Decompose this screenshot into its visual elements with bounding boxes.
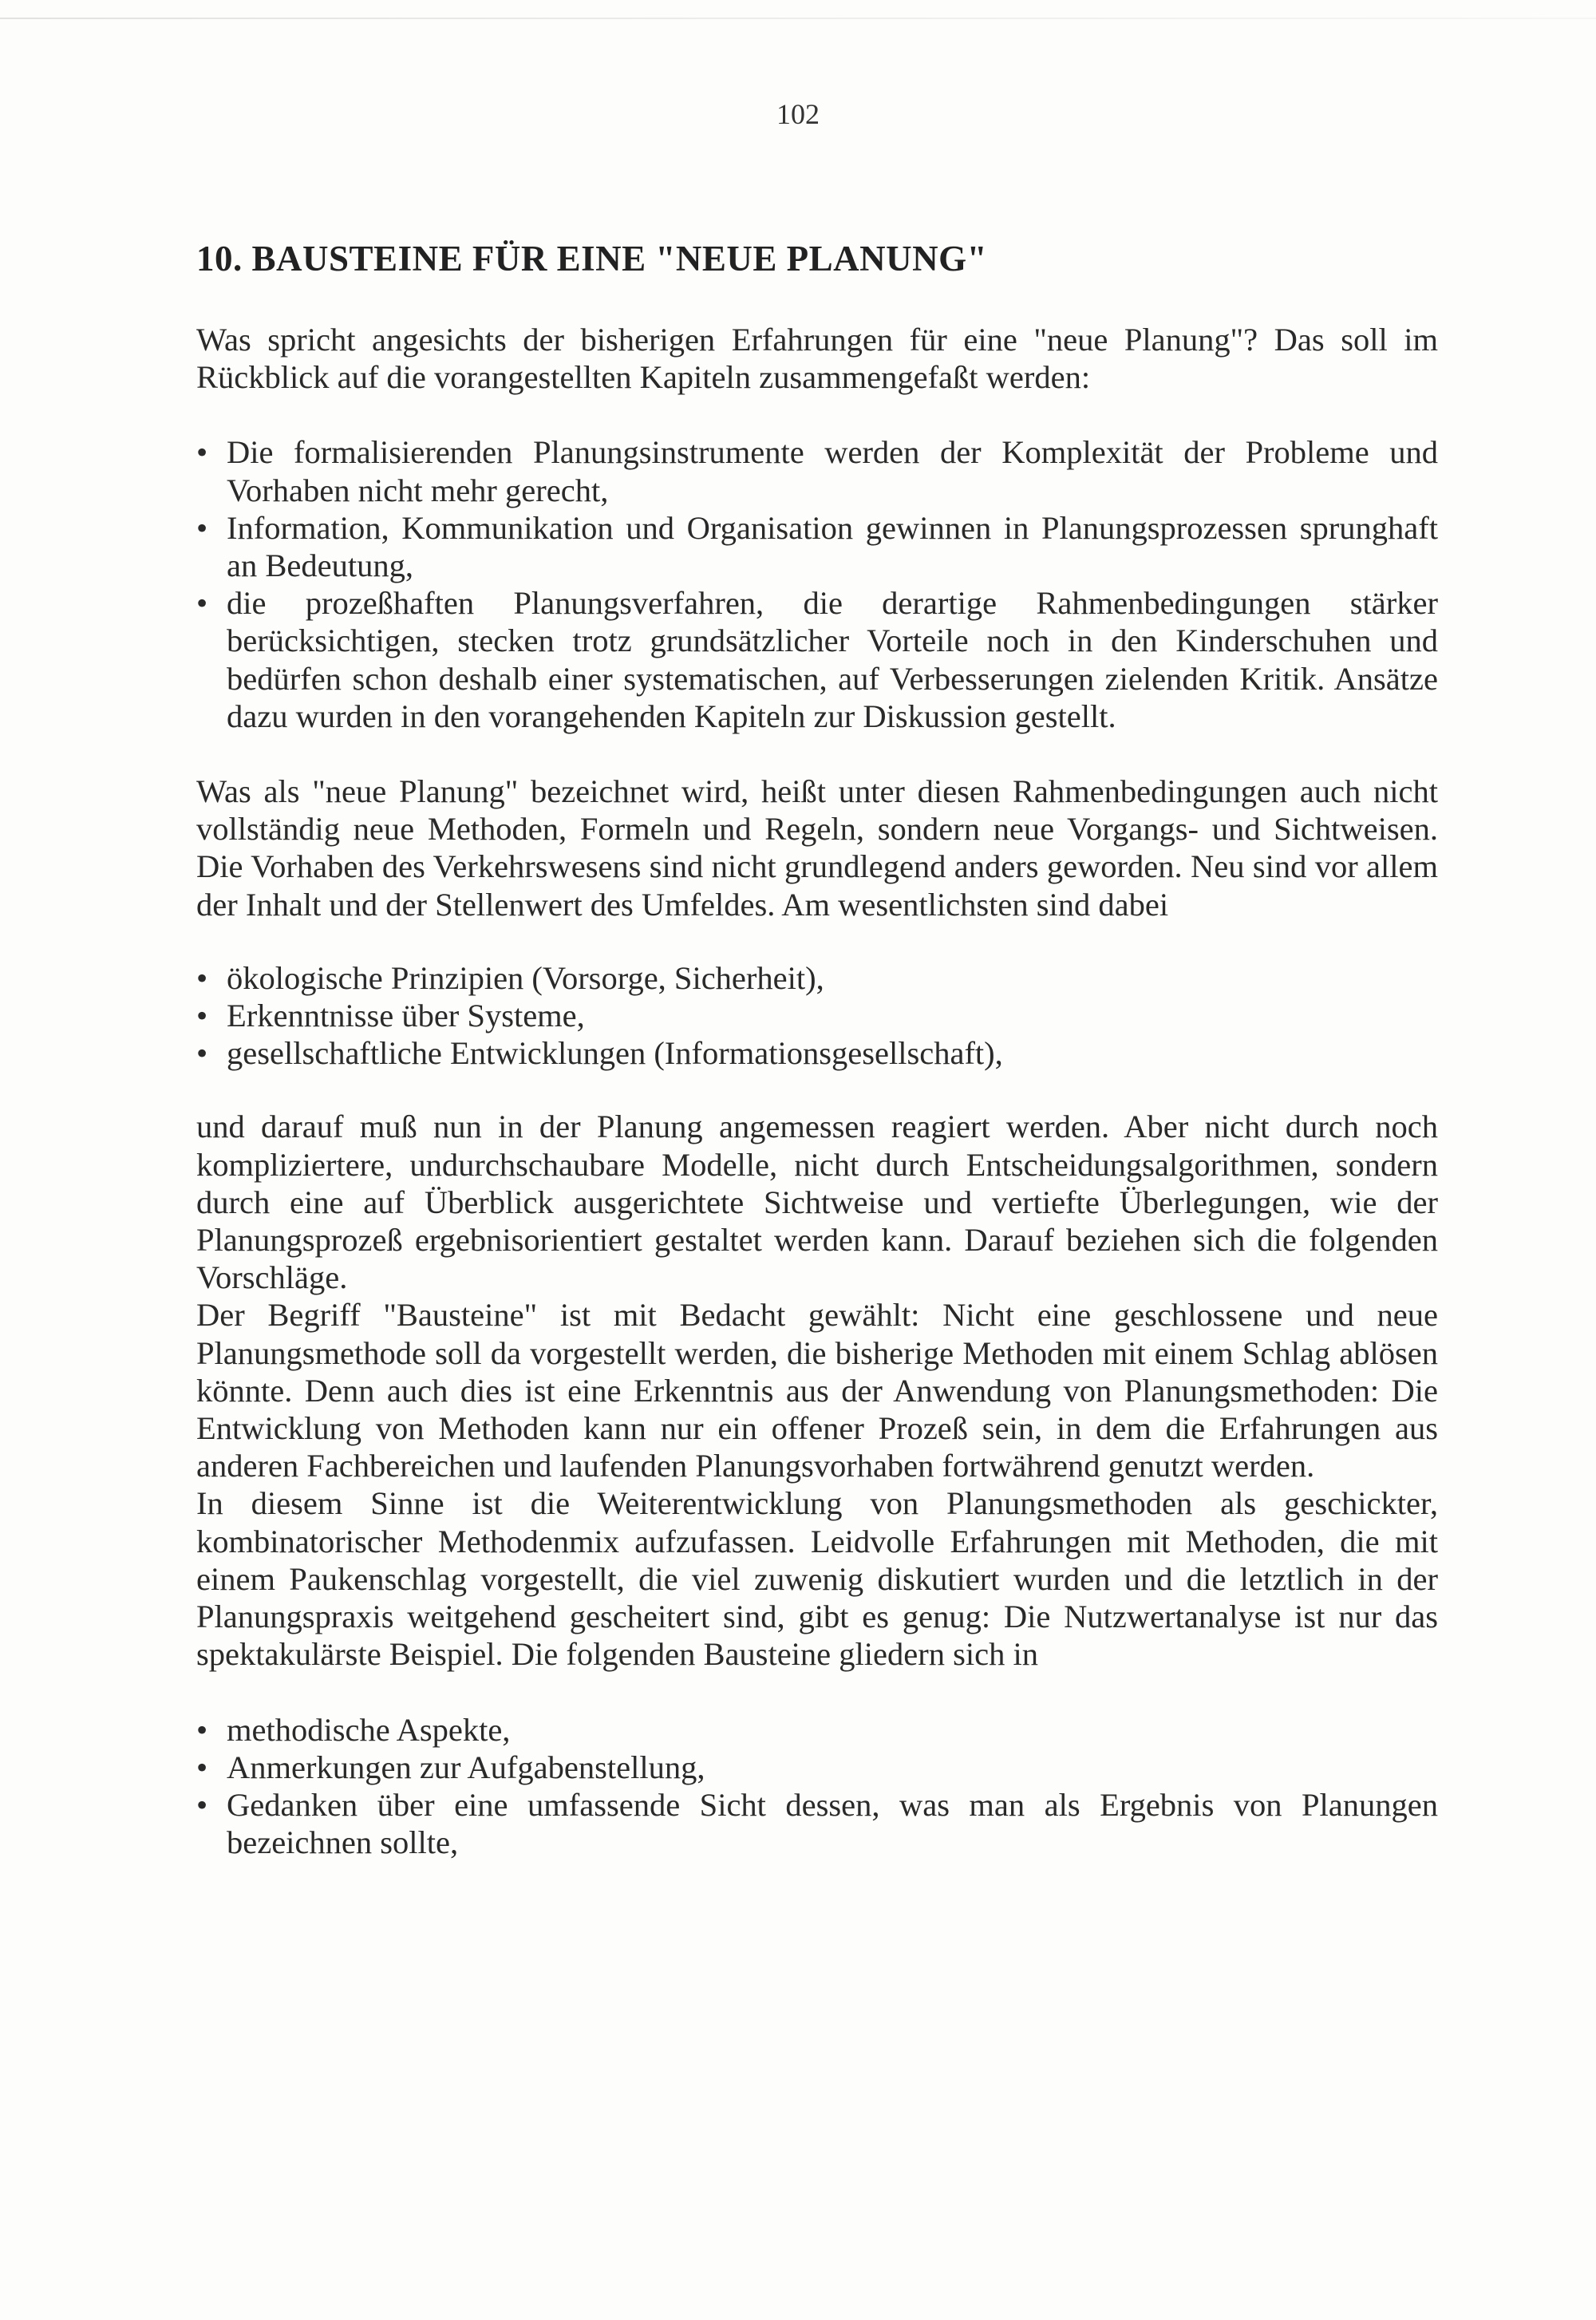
list-item: • Gedanken über eine umfassende Sicht dessen, was man als Ergebnis von Planungen bezeichnen sollte, (196, 1786, 1438, 1861)
paragraph-neue-planung: Was als "neue Planung" bezeichnet wird, heißt unter diesen Rahmenbedingungen auch nicht vollständig neue Methoden, Formeln und Regeln, sondern neue Vorgangs- und Sichtweisen. Die Vorhaben des Verkehrswesens sind nicht grundlegend anders geworden. Neu sind vor allem der Inhalt und der Stellenwert des Umfeldes. Am wesentlichsten sind dabei (196, 773, 1438, 923)
paragraph-methodenmix: In diesem Sinne ist die Weiterentwicklung von Planungsmethoden als geschickter, kombinatorischer Methodenmix aufzufassen. Leidvolle Erfahrungen mit Methoden, die mit einem Paukenschlag vorgestellt, die viel zuwenig diskutiert wurden und die letztlich in der Planungspraxis weitgehend gescheitert sind, gibt es genug: Die Nutzwertanalyse ist nur das spektakulärste Beispiel. Die folgenden Bausteine gliedern sich in (196, 1485, 1438, 1673)
bullet-list-principles (196, 959, 1438, 1073)
page-content (196, 236, 1438, 1861)
bullet-list-building-blocks (196, 1711, 1438, 1862)
scan-top-rule (0, 18, 1596, 19)
list-item: • methodische Aspekte, (196, 1711, 1438, 1749)
list-item: • die prozeßhaften Planungsverfahren, die derartige Rahmenbedingungen stärker berücksichtigen, stecken trotz grundsätzlicher Vorteile noch in den Kinderschuhen und bedürfen schon deshalb einer systematischen, auf Verbesserungen zielenden Kritik. Ansätze dazu wurden in den vorangehenden Kapiteln zur Diskussion gestellt. (196, 584, 1438, 735)
paragraph-bausteine: Der Begriff "Bausteine" ist mit Bedacht gewählt: Nicht eine geschlossene und neue Planungsmethode soll da vorgestellt werden, die bisherige Methoden mit einem Schlag ablösen könnte. Denn auch dies ist eine Erkenntnis aus der Anwendung von Planungsmethoden: Die Entwicklung von Methoden kann nur ein offener Prozeß sein, in dem die Erfahrungen aus anderen Fachbereichen und laufenden Planungsvorhaben fortwährend genutzt werden. (196, 1297, 1438, 1484)
list-item: • Die formalisierenden Planungsinstrumente werden der Komplexität der Probleme und Vorhaben nicht mehr gerecht, (196, 433, 1438, 508)
intro-paragraph: Was spricht angesichts der bisherigen Erfahrungen für eine "neue Planung"? Das soll im Rückblick auf die vorangestellten Kapiteln zusammengefaßt werden: (196, 322, 1438, 396)
page-number: 102 (776, 98, 820, 130)
list-item: • Anmerkungen zur Aufgabenstellung, (196, 1749, 1438, 1786)
paragraph-reaction: und darauf muß nun in der Planung angemessen reagiert werden. Aber nicht durch noch kompliziertere, undurchschaubare Modelle, nicht durch Entscheidungsalgorithmen, sondern durch eine auf Überblick ausgerichtete Sichtweise und vertiefte Überlegungen, wie der Planungsprozeß ergebnisorientiert gestaltet werden kann. Darauf beziehen sich die folgenden Vorschläge. (196, 1109, 1438, 1296)
list-item: • Information, Kommunikation und Organisation gewinnen in Planungsprozessen sprunghaft an Bedeutung, (196, 509, 1438, 584)
list-item: • gesellschaftliche Entwicklungen (Informationsgesellschaft), (196, 1034, 1438, 1072)
chapter-heading: 10. BAUSTEINE FÜR EINE "NEUE PLANUNG" (196, 239, 988, 279)
list-item: • ökologische Prinzipien (Vorsorge, Sicherheit), (196, 959, 1438, 997)
bullet-list-problems (196, 433, 1438, 735)
list-item: • Erkenntnisse über Systeme, (196, 997, 1438, 1034)
